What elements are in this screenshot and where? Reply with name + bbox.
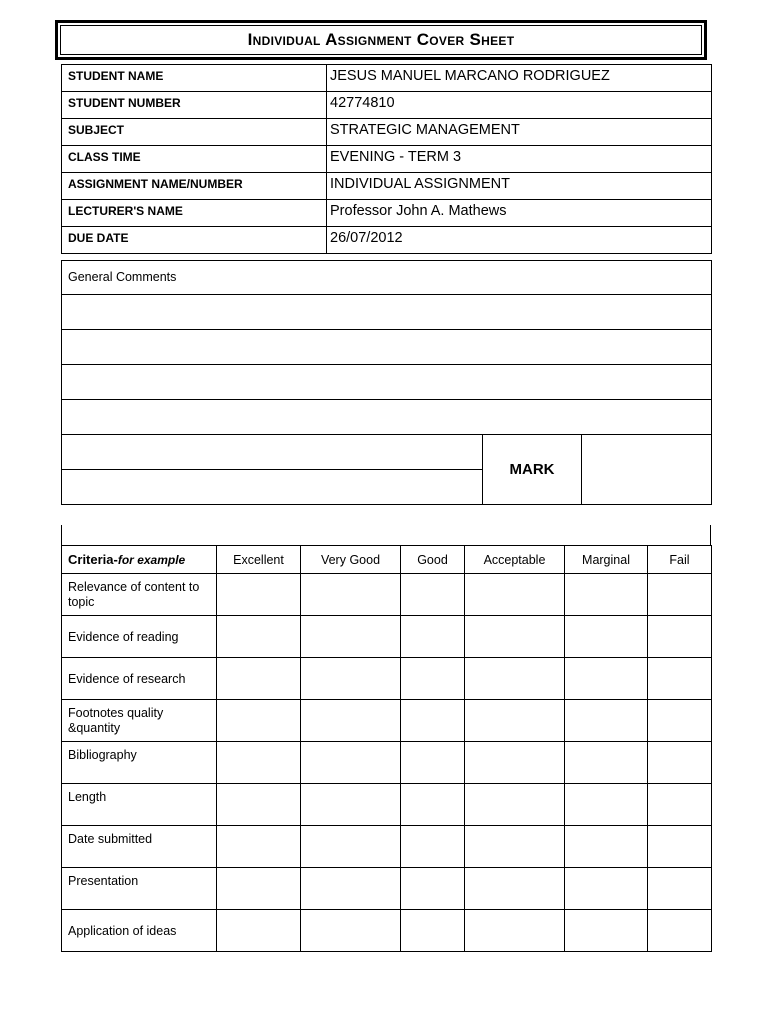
rating-cell[interactable]	[565, 574, 648, 616]
rating-cell[interactable]	[648, 616, 712, 658]
info-row	[62, 92, 712, 119]
rating-cell[interactable]	[217, 826, 301, 868]
rating-cell[interactable]	[565, 868, 648, 910]
info-label: LECTURER'S NAME	[62, 200, 327, 227]
rating-cell[interactable]	[401, 574, 465, 616]
criteria-row	[62, 658, 712, 700]
info-value[interactable]: Professor John A. Mathews	[327, 200, 712, 227]
rating-cell[interactable]	[401, 700, 465, 742]
info-row	[62, 146, 712, 173]
criteria-header	[62, 546, 217, 574]
criteria-name: Length	[62, 784, 217, 826]
criteria-row	[62, 742, 712, 784]
rating-column-header: Very Good	[301, 546, 401, 574]
rating-cell[interactable]	[648, 868, 712, 910]
info-row	[62, 200, 712, 227]
info-label: STUDENT NAME	[62, 65, 327, 92]
rating-cell[interactable]	[217, 616, 301, 658]
rating-cell[interactable]	[217, 910, 301, 952]
info-value[interactable]: INDIVIDUAL ASSIGNMENT	[327, 173, 712, 200]
info-value[interactable]: 26/07/2012	[327, 227, 712, 254]
rating-column-header: Marginal	[565, 546, 648, 574]
criteria-name: Evidence of reading	[62, 616, 217, 658]
rating-cell[interactable]	[465, 868, 565, 910]
criteria-name: Footnotes quality &quantity	[62, 700, 217, 742]
info-row	[62, 65, 712, 92]
rating-cell[interactable]	[301, 826, 401, 868]
criteria-name: Relevance of content to topic	[62, 574, 217, 616]
rating-cell[interactable]	[301, 868, 401, 910]
criteria-subtitle: for example	[117, 553, 186, 567]
criteria-row	[62, 616, 712, 658]
rating-cell[interactable]	[565, 658, 648, 700]
info-label: SUBJECT	[62, 119, 327, 146]
rating-cell[interactable]	[401, 868, 465, 910]
student-info-table	[61, 64, 712, 254]
criteria-row	[62, 826, 712, 868]
rating-cell[interactable]	[301, 784, 401, 826]
rating-column-header: Fail	[648, 546, 712, 574]
rating-cell[interactable]	[465, 910, 565, 952]
rating-cell[interactable]	[648, 784, 712, 826]
rating-cell[interactable]	[565, 826, 648, 868]
rating-cell[interactable]	[217, 700, 301, 742]
rating-cell[interactable]	[301, 910, 401, 952]
rating-cell[interactable]	[565, 700, 648, 742]
rating-cell[interactable]	[301, 616, 401, 658]
info-value[interactable]: EVENING - TERM 3	[327, 146, 712, 173]
comments-table	[61, 260, 712, 505]
criteria-row	[62, 700, 712, 742]
criteria-row	[62, 868, 712, 910]
rating-cell[interactable]	[465, 574, 565, 616]
comment-line[interactable]	[62, 365, 712, 400]
comment-line[interactable]	[62, 400, 712, 435]
rating-cell[interactable]	[217, 868, 301, 910]
mark-value-box[interactable]	[582, 435, 712, 505]
rating-cell[interactable]	[648, 658, 712, 700]
rating-cell[interactable]	[301, 658, 401, 700]
rating-cell[interactable]	[401, 742, 465, 784]
info-label: DUE DATE	[62, 227, 327, 254]
criteria-name: Presentation	[62, 868, 217, 910]
criteria-row	[62, 784, 712, 826]
page-title: Individual Assignment Cover Sheet	[60, 25, 702, 55]
rating-cell[interactable]	[648, 700, 712, 742]
rating-cell[interactable]	[217, 574, 301, 616]
rating-cell[interactable]	[401, 826, 465, 868]
info-label: ASSIGNMENT NAME/NUMBER	[62, 173, 327, 200]
info-value[interactable]: JESUS MANUEL MARCANO RODRIGUEZ	[327, 65, 712, 92]
rating-cell[interactable]	[401, 784, 465, 826]
rating-cell[interactable]	[217, 742, 301, 784]
rating-column-header: Acceptable	[465, 546, 565, 574]
criteria-header-row	[62, 546, 712, 574]
info-row	[62, 119, 712, 146]
rating-cell[interactable]	[217, 784, 301, 826]
criteria-title: Criteria-	[68, 552, 118, 567]
rating-cell[interactable]	[217, 658, 301, 700]
comment-line[interactable]	[62, 470, 483, 505]
rating-cell[interactable]	[565, 616, 648, 658]
rating-cell[interactable]	[301, 742, 401, 784]
criteria-name: Evidence of research	[62, 658, 217, 700]
general-comments-label: General Comments	[62, 261, 712, 295]
criteria-row	[62, 910, 712, 952]
comment-line[interactable]	[62, 330, 712, 365]
rating-cell[interactable]	[565, 784, 648, 826]
info-label: STUDENT NUMBER	[62, 92, 327, 119]
mark-label: MARK	[483, 435, 582, 505]
info-value[interactable]: 42774810	[327, 92, 712, 119]
info-row	[62, 173, 712, 200]
criteria-table	[61, 545, 712, 952]
rating-cell[interactable]	[401, 658, 465, 700]
rating-cell[interactable]	[401, 910, 465, 952]
rating-cell[interactable]	[301, 574, 401, 616]
comment-line[interactable]	[62, 295, 712, 330]
rating-cell[interactable]	[465, 658, 565, 700]
criteria-name: Application of ideas	[62, 910, 217, 952]
rating-cell[interactable]	[465, 700, 565, 742]
rating-cell[interactable]	[401, 616, 465, 658]
rating-cell[interactable]	[465, 784, 565, 826]
rating-cell[interactable]	[648, 742, 712, 784]
rating-column-header: Good	[401, 546, 465, 574]
rating-cell[interactable]	[465, 826, 565, 868]
section-spacer	[61, 525, 711, 545]
info-value[interactable]: STRATEGIC MANAGEMENT	[327, 119, 712, 146]
comment-line[interactable]	[62, 435, 483, 470]
rating-cell[interactable]	[565, 742, 648, 784]
rating-cell[interactable]	[648, 574, 712, 616]
criteria-row	[62, 574, 712, 616]
rating-cell[interactable]	[465, 742, 565, 784]
title-box	[55, 20, 707, 60]
rating-cell[interactable]	[648, 910, 712, 952]
info-row	[62, 227, 712, 254]
criteria-name: Bibliography	[62, 742, 217, 784]
info-label: CLASS TIME	[62, 146, 327, 173]
rating-cell[interactable]	[565, 910, 648, 952]
rating-cell[interactable]	[648, 826, 712, 868]
rating-column-header: Excellent	[217, 546, 301, 574]
rating-cell[interactable]	[301, 700, 401, 742]
rating-cell[interactable]	[465, 616, 565, 658]
criteria-name: Date submitted	[62, 826, 217, 868]
